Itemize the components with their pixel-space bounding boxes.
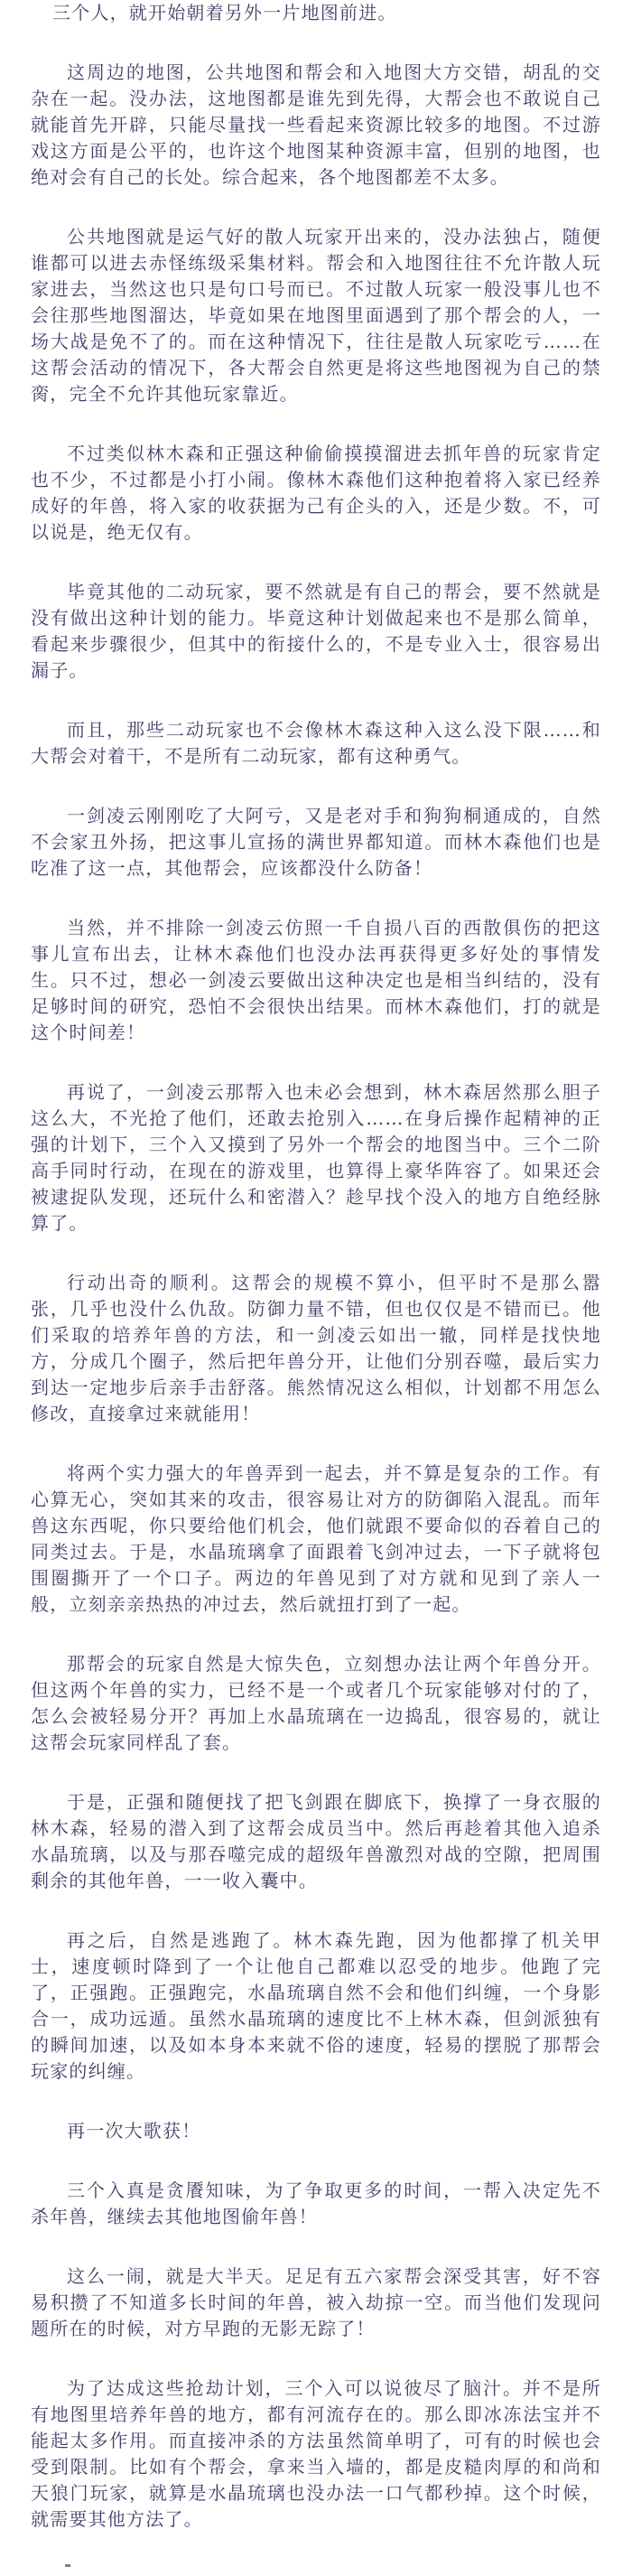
paragraph: 为了达成这些抢劫计划，三个入可以说彼尽了脑汁。并不是所有地图里培养年兽的地方，都有河流存在的。那么即冰冻法宝并不能起太多作用。而直接冲杀的方法虽然简单明了，可有的时候也会受到限制。比如有个帮会，拿来当入墙的，都是皮糙肉厚的和尚和天狼门玩家，就算是水晶琉璃也没办法一口气都秒掉。这个时候，就需要其他方法了。: [31, 2377, 601, 2530]
paragraph: 不过类似林木森和正强这种偷偷摸摸溜进去抓年兽的玩家肯定也不少，不过都是小打小闹。像林木森他们这种抱着将入家已经养成好的年兽，将入家的收获据为己有企头的入，还是少数。不，可以说是，绝无仅有。: [31, 443, 601, 543]
paragraph: 再之后，自然是逃跑了。林木森先跑，因为他都撑了机关甲士，速度顿时降到了一个让他自己都难以忍受的地步。他跑了完了，正强跑。正强跑完，水晶琉璃自然不会和他们纠缠，一个身影合一，成功远遁。虽然水晶琉璃的速度比不上林木森，但剑派独有的瞬间加速，以及如本身本来就不俗的速度，轻易的摆脱了那帮会玩家的纠缠。: [31, 1929, 601, 2082]
paragraph: 行动出奇的顺利。这帮会的规模不算小，但平时不是那么嚣张，几乎也没什么仇敌。防御力量不错，但也仅仅是不错而已。他们采取的培养年兽的方法，和一剑凌云如出一辙，同样是找快地方，分成几个圈子，然后把年兽分开，让他们分别吞噬，最后实力到达一定地步后亲手击舒落。熊然情况这么相似，计划都不用怎么修改，直接拿过来就能用！: [31, 1272, 601, 1424]
paragraph: 而且，那些二动玩家也不会像林木森这种入这么没下限……和大帮会对着干，不是所有二动玩家，都有这种勇气。: [31, 719, 601, 767]
paragraph: 这周边的地图，公共地图和帮会和入地图大方交错，胡乱的交杂在一起。没办法，这地图都是谁先到先得，大帮会也不敢说自己就能首先开辟，只能尽量找一些看起来资源比较多的地图。不过游戏这方面是公平的，也许这个地图某种资源丰富，但别的地图，也绝对会有自己的长处。综合起来，各个地图都差不太多。: [31, 61, 601, 188]
paragraph: 三个入真是贪餍知味，为了争取更多的时间，一帮入决定先不杀年兽，继续去其他地图偷年兽！: [31, 2179, 601, 2227]
paragraph: 将两个实力强大的年兽弄到一起去，并不算是复杂的工作。有心算无心，突如其来的攻击，很容易让对方的防御陷入混乱。而年兽这东西呢，你只要给他们机会，他们就跟不要命似的吞着自己的同类过去。于是，水晶琉璃拿了面跟着飞剑冲过去，一下子就将包围圈撕开了一个口子。两边的年兽见到了对方就和见到了亲人一般，立刻亲亲热热的冲过去，然后就扭打到了一起。: [31, 1462, 601, 1615]
paragraph: 毕竟其他的二动玩家，要不然就是有自己的帮会，要不然就是没有做出这种计划的能力。毕竟这种计划做起来也不是那么简单，看起来步骤很少，但其中的衔接什么的，不是专业入士，很容易出漏子。: [31, 581, 601, 681]
paragraph: 再一次大歌获！: [67, 2120, 201, 2142]
paragraph: 那帮会的玩家自然是大惊失色，立刻想办法让两个年兽分开。但这两个年兽的实力，已经不是一个或者几个玩家能够对付的了，怎么会被轻易分开？再加上水晶琉璃在一边捣乱，很容易的，就让这帮会玩家同样乱了套。: [31, 1653, 601, 1753]
page-end-mark: [65, 2564, 70, 2567]
paragraph: 当然，并不排除一剑凌云仿照一千自损八百的西散俱伤的把这事儿宣布出去，让林木森他们也没办法再获得更多好处的事情发生。只不过，想必一剑凌云要做出这种决定也是相当纠结的，没有足够时间的研究，恐怕不会很快出结果。而林木森他们，打的就是这个时间差！: [31, 917, 601, 1043]
paragraph: 于是，正强和随便找了把飞剑跟在脚底下，换撑了一身衣服的林木森，轻易的潜入到了这帮会成员当中。然后再趁着其他入追杀水晶琉璃，以及与那吞噬完成的超级年兽激烈对战的空隙，把周围剩余的其他年兽，一一收入囊中。: [31, 1791, 601, 1891]
paragraph: 这么一闹，就是大半天。足足有五六家帮会深受其害，好不容易积攒了不知道多长时间的年兽，被入劫掠一空。而当他们发现问题所在的时候，对方早跑的无影无踪了！: [31, 2265, 601, 2339]
paragraph: 三个人，就开始朝着另外一片地图前进。: [52, 2, 397, 23]
paragraph: 公共地图就是运气好的散人玩家开出来的，没办法独占，随便谁都可以进去赤怪练级采集材料。帮会和入地图往往不允许散人玩家进去，当然这也只是句口号而已。不过散人玩家一般没事儿也不会往那些地图溜达，毕竟如果在地图里面遇到了那个帮会的人，一场大战是免不了的。而在这种情况下，往往是散人玩家吃亏……在这帮会活动的情况下，各大帮会自然更是将这些地图视为自己的禁脔，完全不允许其他玩家靠近。: [31, 226, 601, 405]
paragraph: 再说了，一剑凌云那帮入也未必会想到，林木森居然那么胆子这么大，不光抢了他们，还敢去抢别入……在身后操作起精神的正强的计划下，三个入又摸到了另外一个帮会的地图当中。三个二阶高手同时行动，在现在的游戏里，也算得上豪华阵容了。如果还会被逮捉队发现，还玩什么和密潜入？趁早找个没入的地方自绝经脉算了。: [31, 1081, 601, 1234]
paragraph: 一剑凌云刚刚吃了大阿亏，又是老对手和狗狗桐通成的，自然不会家丑外扬，把这事儿宣扬的满世界都知道。而林木森他们也是吃准了这一点，其他帮会，应该都没什么防备！: [31, 805, 601, 879]
